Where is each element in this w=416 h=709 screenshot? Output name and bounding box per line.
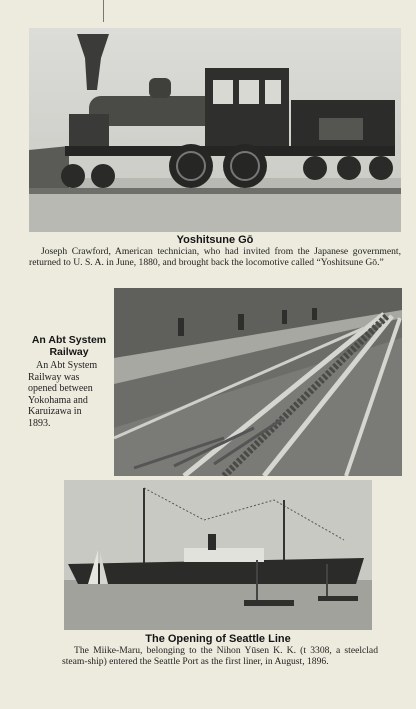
railway-caption-line: 1893. — [28, 417, 51, 429]
railway-title: An Abt System Railway — [31, 334, 107, 358]
locomotive-photo — [29, 28, 401, 232]
locomotive-caption: Joseph Crawford, American technician, who had invited from the Japanese government, returned to U. S. A. in June, 1880, and brought back the locomotive called “Yoshitsune Gō.” — [29, 246, 401, 268]
railway-caption-line: opened between — [28, 383, 93, 395]
railway-caption-line: Railway was — [28, 371, 80, 383]
ship-title: The Opening of Seattle Line — [145, 633, 291, 645]
locomotive-title: Yoshitsune Gō — [176, 234, 254, 246]
ship-caption: The Miike-Maru, belonging to the Nihon Yūsen K. K. (t 3308, a steelclad steam-ship) entered the Seattle Port as the first liner, in August, 1896. — [62, 645, 378, 667]
ship-photo — [64, 480, 372, 630]
railway-caption-line: Yokohama and — [28, 394, 88, 406]
railway-caption — [28, 360, 110, 430]
railway-caption-line: Karuizawa in — [28, 406, 82, 418]
railway-photo — [114, 288, 402, 476]
margin-mark — [103, 0, 104, 22]
railway-caption-line: An Abt System — [36, 360, 98, 371]
